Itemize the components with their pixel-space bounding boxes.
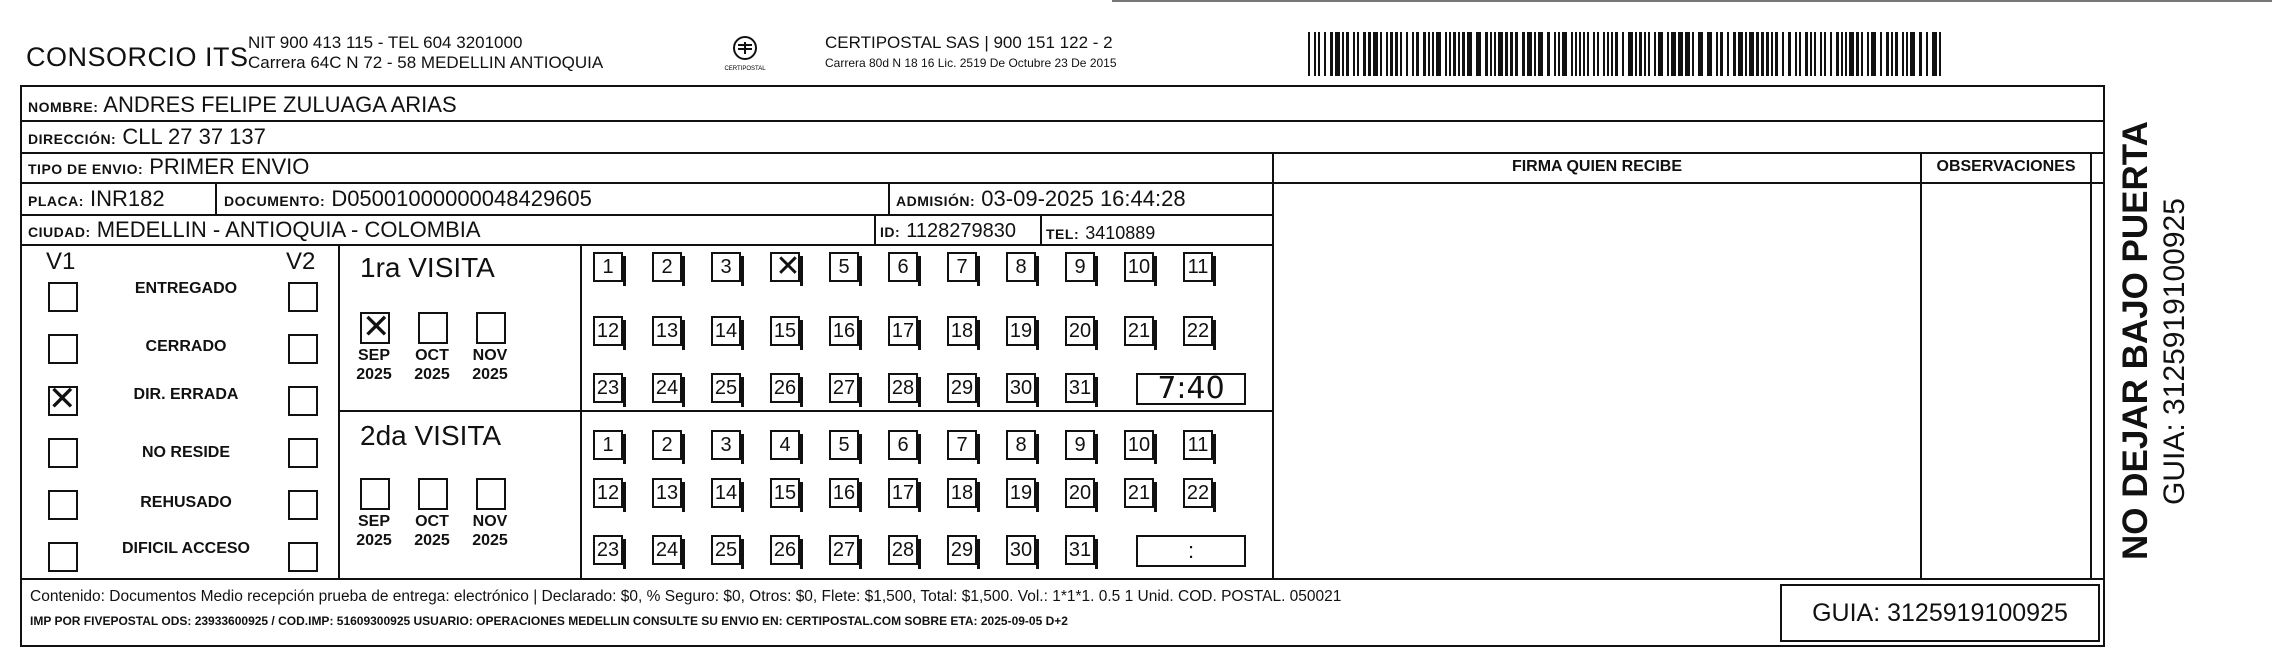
shipment-type: PRIMER ENVIO — [149, 154, 310, 179]
id-value: 1128279830 — [906, 220, 1017, 242]
day-box[interactable]: 1 — [593, 252, 623, 282]
tel-row — [1046, 219, 1155, 245]
day-box[interactable]: 17 — [888, 316, 918, 346]
visit-1-title: 1ra VISITA — [360, 252, 495, 283]
day-box[interactable]: 28 — [888, 535, 918, 565]
day-box[interactable]: 5 — [829, 430, 859, 460]
v1-checkbox[interactable] — [48, 542, 78, 572]
admission-row — [896, 186, 1186, 212]
contents-line: Contenido: Documentos Medio recepción prueba de entrega: electrónico | Declarado: $0, % Seguro: $0, Otros: $0, Flete: $1,500, Total: $1,500. Vol.: 1*1*1. 0.5 1 Unid. COD. POSTAL. 050021 — [30, 588, 1342, 605]
side-guia: GUIA: 3125919100925 — [2158, 198, 2191, 505]
v1-checkbox[interactable] — [48, 334, 78, 364]
carrier-info — [825, 33, 1117, 73]
id-row — [880, 217, 1016, 243]
v1-header: V1 — [46, 248, 76, 275]
day-box[interactable]: 12 — [593, 478, 623, 508]
rule — [874, 214, 876, 244]
day-box[interactable]: 3 — [711, 252, 741, 282]
day-box[interactable]: 25 — [711, 373, 741, 403]
status-label: DIFICIL ACCESO — [121, 540, 250, 557]
day-box[interactable]: 2 — [652, 252, 682, 282]
day-box[interactable]: 26 — [770, 535, 800, 565]
day-box[interactable]: 12 — [593, 316, 623, 346]
day-box[interactable]: 31 — [1065, 535, 1095, 565]
nit-line: NIT 900 413 115 - TEL 604 3201000 — [248, 33, 523, 52]
do-not-leave-warning: NO DEJAR BAJO PUERTA — [2116, 121, 2155, 560]
day-box[interactable]: 9 — [1065, 252, 1095, 282]
month-checkbox[interactable] — [360, 308, 391, 346]
city-row — [28, 217, 481, 243]
month-checkbox[interactable] — [476, 312, 506, 344]
day-box[interactable]: 16 — [829, 316, 859, 346]
day-box[interactable]: 20 — [1065, 478, 1095, 508]
v2-checkbox[interactable] — [288, 334, 318, 364]
address-label: DIRECCIÓN: — [28, 131, 117, 147]
v2-checkbox[interactable] — [288, 490, 318, 520]
v1-checkbox[interactable] — [48, 282, 78, 312]
day-box[interactable]: 16 — [829, 478, 859, 508]
day-box[interactable]: 26 — [770, 373, 800, 403]
day-box[interactable]: 19 — [1006, 478, 1036, 508]
recipient-address: CLL 27 37 137 — [122, 124, 266, 149]
v1-checkbox[interactable] — [48, 438, 78, 468]
status-label: REHUSADO — [140, 494, 232, 511]
rule — [340, 410, 1274, 412]
v1-checkbox[interactable] — [48, 490, 78, 520]
rule — [580, 244, 582, 578]
day-box[interactable]: 23 — [593, 535, 623, 565]
day-box[interactable]: 7 — [947, 252, 977, 282]
month-label: OCT 2025 — [414, 347, 450, 383]
day-box[interactable]: 3 — [711, 430, 741, 460]
rule — [1272, 152, 1274, 578]
print-line: IMP POR FIVEPOSTAL ODS: 23933600925 / COD.IMP: 51609300925 USUARIO: OPERACIONES MEDELLIN CONSULTE SU ENVIO EN: CERTIPOSTAL.COM SOBRE ETA: 2025-09-05 D+2 — [30, 614, 1068, 628]
type-label: TIPO DE ENVIO: — [28, 161, 144, 177]
document-row — [224, 186, 592, 212]
barcode — [1308, 32, 1943, 76]
v2-checkbox[interactable] — [288, 542, 318, 572]
month-label: SEP 2025 — [356, 347, 392, 383]
day-box[interactable]: 11 — [1183, 430, 1213, 460]
visit-2-title: 2da VISITA — [360, 420, 502, 451]
day-box[interactable]: 22 — [1183, 316, 1213, 346]
day-box[interactable]: 27 — [829, 373, 859, 403]
top-rule — [1112, 0, 2272, 2]
day-box[interactable]: 24 — [652, 535, 682, 565]
day-box[interactable]: 2 — [652, 430, 682, 460]
observations-header: OBSERVACIONES — [1936, 158, 2076, 175]
month-checkbox[interactable] — [476, 478, 506, 510]
day-box[interactable]: 7 — [947, 430, 977, 460]
v2-checkbox[interactable] — [288, 282, 318, 312]
city-label: CIUDAD: — [28, 224, 91, 240]
v2-checkbox[interactable] — [288, 386, 318, 416]
day-box[interactable]: 8 — [1006, 252, 1036, 282]
rule — [20, 152, 2105, 154]
day-box[interactable]: 8 — [1006, 430, 1036, 460]
rule — [20, 120, 2105, 122]
day-box[interactable]: 30 — [1006, 535, 1036, 565]
certipostal-logo-icon — [724, 34, 766, 74]
day-box[interactable]: 4 — [770, 430, 800, 460]
day-box[interactable]: 13 — [652, 478, 682, 508]
carrier-license: Carrera 80d N 18 16 Lic. 2519 De Octubre 23 De 2015 — [825, 56, 1117, 70]
day-box[interactable]: 18 — [947, 478, 977, 508]
rule — [1780, 578, 2105, 580]
day-box[interactable]: 5 — [829, 252, 859, 282]
day-box[interactable]: 24 — [652, 373, 682, 403]
rule — [20, 214, 1274, 216]
admission-value: 03-09-2025 16:44:28 — [981, 186, 1186, 211]
day-box[interactable]: 19 — [1006, 316, 1036, 346]
address-line: Carrera 64C N 72 - 58 MEDELLIN ANTIOQUIA — [248, 53, 604, 72]
name-label: NOMBRE: — [28, 99, 99, 115]
rule — [1920, 152, 1922, 578]
logo-text: CERTIPOSTAL — [724, 66, 766, 72]
status-label: NO RESIDE — [141, 444, 230, 461]
rule — [888, 182, 890, 214]
day-box[interactable]: 31 — [1065, 373, 1095, 403]
type-row — [28, 154, 309, 180]
day-box[interactable]: 21 — [1124, 478, 1154, 508]
month-label: SEP 2025 — [356, 513, 392, 549]
day-box[interactable]: 6 — [888, 430, 918, 460]
month-label: OCT 2025 — [414, 513, 450, 549]
day-box[interactable]: 30 — [1006, 373, 1036, 403]
day-box[interactable]: 20 — [1065, 316, 1095, 346]
day-box[interactable]: 17 — [888, 478, 918, 508]
day-box[interactable]: 28 — [888, 373, 918, 403]
check-mark-icon: ✕ — [362, 308, 391, 346]
plate-label: PLACA: — [28, 193, 84, 209]
company-info — [248, 33, 603, 73]
guia-number: GUIA: 3125919100925 — [1780, 584, 2100, 642]
month-label: NOV 2025 — [472, 347, 508, 383]
day-box[interactable]: 10 — [1124, 430, 1154, 460]
time-field[interactable]: 7:40 — [1136, 373, 1246, 405]
address-row — [28, 124, 266, 150]
day-box[interactable]: 6 — [888, 252, 918, 282]
tel-label: TEL: — [1046, 226, 1080, 242]
status-label: CERRADO — [145, 338, 227, 355]
document-label: DOCUMENTO: — [224, 193, 326, 209]
day-box[interactable]: 22 — [1183, 478, 1213, 508]
rule — [215, 182, 217, 214]
day-box[interactable]: 14 — [711, 478, 741, 508]
city-value: MEDELLIN - ANTIOQUIA - COLOMBIA — [96, 217, 481, 242]
v1-checkbox[interactable] — [48, 380, 78, 418]
id-label: ID: — [880, 224, 901, 240]
day-box[interactable]: 13 — [652, 316, 682, 346]
carrier-line: CERTIPOSTAL SAS | 900 151 122 - 2 — [825, 33, 1113, 52]
signature-header: FIRMA QUIEN RECIBE — [1511, 158, 1683, 175]
day-box[interactable]: 18 — [947, 316, 977, 346]
day-box[interactable]: 29 — [947, 373, 977, 403]
rule — [338, 244, 340, 578]
month-label: NOV 2025 — [472, 513, 508, 549]
rule — [2090, 152, 2092, 578]
day-box[interactable]: 27 — [829, 535, 859, 565]
day-box[interactable]: 15 — [770, 316, 800, 346]
recipient-name: ANDRES FELIPE ZULUAGA ARIAS — [103, 92, 457, 117]
month-checkbox[interactable] — [418, 478, 448, 510]
month-checkbox[interactable] — [360, 478, 390, 510]
day-box[interactable]: 14 — [711, 316, 741, 346]
tel-value: 3410889 — [1085, 223, 1156, 243]
day-box[interactable] — [770, 252, 800, 282]
day-box[interactable]: 11 — [1183, 252, 1213, 282]
admission-label: ADMISIÓN: — [896, 193, 976, 209]
day-box[interactable]: 15 — [770, 478, 800, 508]
rule — [20, 578, 1780, 580]
plate-value: INR182 — [90, 186, 165, 211]
rule — [1040, 214, 1042, 244]
day-box[interactable]: 23 — [593, 373, 623, 403]
day-box[interactable]: 21 — [1124, 316, 1154, 346]
day-box[interactable]: 10 — [1124, 252, 1154, 282]
status-label: ENTREGADO — [134, 280, 238, 297]
v2-checkbox[interactable] — [288, 438, 318, 468]
time-field[interactable]: : — [1136, 535, 1246, 567]
day-box[interactable]: 9 — [1065, 430, 1095, 460]
plate-row — [28, 186, 165, 212]
day-box[interactable]: 29 — [947, 535, 977, 565]
name-row — [28, 92, 457, 118]
month-checkbox[interactable] — [418, 312, 448, 344]
rule — [20, 182, 2105, 184]
brand-name: CONSORCIO ITS — [26, 42, 249, 72]
status-label: DIR. ERRADA — [133, 386, 239, 403]
check-mark-icon: ✕ — [48, 380, 77, 418]
document-value: D05001000000048429605 — [331, 186, 592, 211]
day-box[interactable]: 1 — [593, 430, 623, 460]
day-box[interactable]: 25 — [711, 535, 741, 565]
v2-header: V2 — [286, 248, 316, 275]
